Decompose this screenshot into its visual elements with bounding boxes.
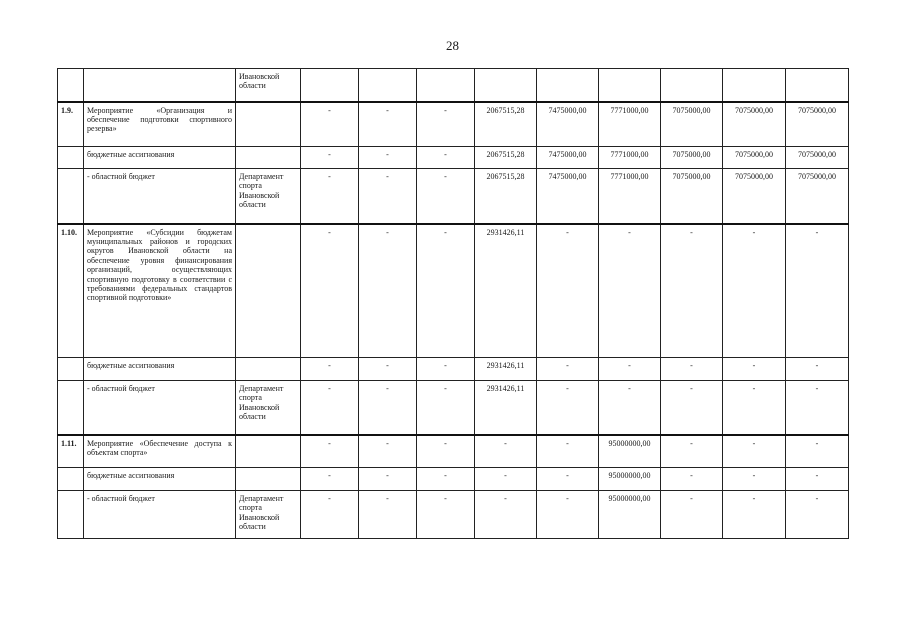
table-row [58, 491, 849, 539]
amount-cell: - [301, 224, 359, 358]
amount-cell: - [417, 147, 475, 169]
amount-cell: - [537, 358, 599, 381]
amount-cell: - [661, 435, 723, 468]
table-row [58, 224, 849, 358]
executor-cell [236, 147, 301, 169]
row-code-cell [58, 169, 84, 224]
amount-cell: 2931426,11 [475, 358, 537, 381]
page-number: 28 [446, 38, 459, 53]
description-cell: Мероприятие «Обеспечение доступа к объектам спорта» [84, 435, 236, 468]
amount-cell: 7475000,00 [537, 147, 599, 169]
amount-cell [475, 69, 537, 102]
executor-cell: Ивановской области [236, 69, 301, 102]
description-cell: бюджетные ассигнования [84, 147, 236, 169]
amount-cell: 2931426,11 [475, 381, 537, 435]
amount-cell: 7075000,00 [786, 169, 849, 224]
amount-cell: 7771000,00 [599, 169, 661, 224]
amount-cell: 7475000,00 [537, 169, 599, 224]
amount-cell: - [475, 435, 537, 468]
table-row [58, 381, 849, 435]
amount-cell [786, 69, 849, 102]
table-row [58, 102, 849, 147]
amount-cell: - [417, 381, 475, 435]
amount-cell: - [301, 491, 359, 539]
amount-cell: - [417, 491, 475, 539]
row-code-cell [58, 381, 84, 435]
amount-cell: - [359, 381, 417, 435]
amount-cell: - [723, 435, 786, 468]
amount-cell: - [417, 468, 475, 491]
executor-cell: Департамент спорта Ивановской области [236, 381, 301, 435]
table-row [58, 358, 849, 381]
amount-cell: - [359, 147, 417, 169]
amount-cell: - [301, 381, 359, 435]
amount-cell: - [359, 169, 417, 224]
row-code-cell [58, 468, 84, 491]
amount-cell: - [475, 491, 537, 539]
amount-cell [359, 69, 417, 102]
amount-cell: - [537, 491, 599, 539]
amount-cell: 7771000,00 [599, 102, 661, 147]
row-code-cell: 1.9. [58, 102, 84, 147]
amount-cell: - [661, 381, 723, 435]
amount-cell: 7771000,00 [599, 147, 661, 169]
amount-cell [537, 69, 599, 102]
amount-cell [417, 69, 475, 102]
description-cell: бюджетные ассигнования [84, 468, 236, 491]
amount-cell: - [599, 358, 661, 381]
amount-cell: - [537, 468, 599, 491]
amount-cell: - [359, 102, 417, 147]
amount-cell: - [661, 468, 723, 491]
executor-cell [236, 224, 301, 358]
amount-cell: - [359, 435, 417, 468]
amount-cell: 7075000,00 [723, 147, 786, 169]
row-code-cell: 1.10. [58, 224, 84, 358]
budget-table [57, 68, 849, 539]
amount-cell [723, 69, 786, 102]
amount-cell: 95000000,00 [599, 491, 661, 539]
amount-cell: - [786, 491, 849, 539]
executor-cell: Департамент спорта Ивановской области [236, 169, 301, 224]
amount-cell: - [359, 491, 417, 539]
table-row [58, 69, 849, 102]
row-code-cell [58, 358, 84, 381]
amount-cell: - [301, 358, 359, 381]
amount-cell: 7075000,00 [723, 169, 786, 224]
amount-cell: 2931426,11 [475, 224, 537, 358]
amount-cell: - [359, 468, 417, 491]
amount-cell: - [661, 491, 723, 539]
row-code-cell [58, 147, 84, 169]
amount-cell [301, 69, 359, 102]
amount-cell: - [301, 102, 359, 147]
amount-cell: - [723, 358, 786, 381]
amount-cell: - [786, 381, 849, 435]
row-code-cell [58, 491, 84, 539]
description-cell: Мероприятие «Субсидии бюджетам муниципальных районов и городских округов Ивановской области на обеспечение уровня финансирования организаций, осуществляющих спортивную подготовку в соответствии с требованиями федеральных стандартов спортивной подготовки» [84, 224, 236, 358]
amount-cell: - [723, 224, 786, 358]
executor-cell [236, 358, 301, 381]
amount-cell [599, 69, 661, 102]
description-cell: - областной бюджет [84, 491, 236, 539]
amount-cell: 7075000,00 [661, 169, 723, 224]
description-cell: бюджетные ассигнования [84, 358, 236, 381]
amount-cell: - [301, 435, 359, 468]
amount-cell: 2067515,28 [475, 147, 537, 169]
amount-cell: - [661, 224, 723, 358]
amount-cell: 2067515,28 [475, 102, 537, 147]
amount-cell: 7075000,00 [786, 147, 849, 169]
amount-cell: 7075000,00 [723, 102, 786, 147]
description-cell: Мероприятие «Организация и обеспечение подготовки спортивного резерва» [84, 102, 236, 147]
amount-cell: 7075000,00 [661, 147, 723, 169]
amount-cell: - [417, 102, 475, 147]
description-cell [84, 69, 236, 102]
amount-cell: - [599, 381, 661, 435]
amount-cell: - [537, 435, 599, 468]
amount-cell: - [417, 169, 475, 224]
amount-cell: - [475, 468, 537, 491]
amount-cell: - [786, 435, 849, 468]
table-row [58, 468, 849, 491]
amount-cell: 95000000,00 [599, 435, 661, 468]
table-row [58, 169, 849, 224]
amount-cell: - [417, 435, 475, 468]
amount-cell: 95000000,00 [599, 468, 661, 491]
description-cell: - областной бюджет [84, 169, 236, 224]
amount-cell: - [301, 147, 359, 169]
amount-cell: 7075000,00 [661, 102, 723, 147]
amount-cell: 7475000,00 [537, 102, 599, 147]
executor-cell [236, 468, 301, 491]
executor-cell [236, 102, 301, 147]
amount-cell: - [723, 468, 786, 491]
amount-cell: 7075000,00 [786, 102, 849, 147]
amount-cell: - [359, 358, 417, 381]
amount-cell: - [786, 468, 849, 491]
executor-cell: Департамент спорта Ивановской области [236, 491, 301, 539]
executor-cell [236, 435, 301, 468]
amount-cell: - [537, 224, 599, 358]
amount-cell: - [786, 224, 849, 358]
amount-cell [661, 69, 723, 102]
amount-cell: - [786, 358, 849, 381]
amount-cell: - [723, 381, 786, 435]
amount-cell: - [301, 468, 359, 491]
amount-cell: - [301, 169, 359, 224]
amount-cell: - [417, 224, 475, 358]
amount-cell: - [537, 381, 599, 435]
row-code-cell: 1.11. [58, 435, 84, 468]
table-row [58, 435, 849, 468]
amount-cell: - [359, 224, 417, 358]
amount-cell: 2067515,28 [475, 169, 537, 224]
amount-cell: - [599, 224, 661, 358]
amount-cell: - [723, 491, 786, 539]
amount-cell: - [661, 358, 723, 381]
amount-cell: - [417, 358, 475, 381]
description-cell: - областной бюджет [84, 381, 236, 435]
table-row [58, 147, 849, 169]
row-code-cell [58, 69, 84, 102]
